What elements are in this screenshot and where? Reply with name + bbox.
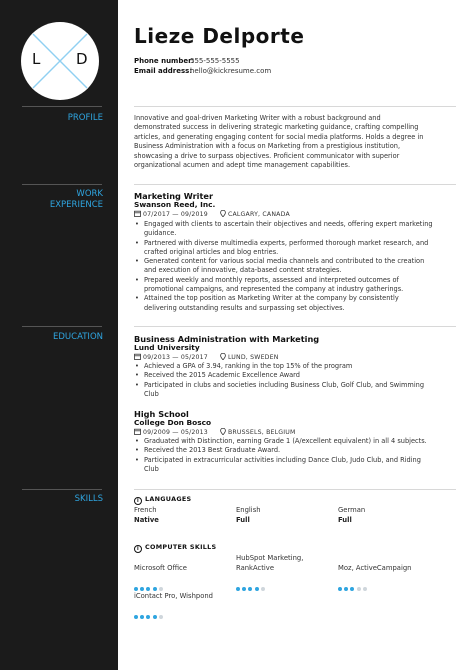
bullet-line: • Achieved a GPA of 3.94, ranking in the top 15% of the program	[144, 362, 353, 370]
list-item	[134, 220, 456, 239]
language-level: Full	[236, 516, 250, 524]
rating-dot-filled	[236, 587, 240, 591]
bullet-line: • Received the 2015 Academic Excellence Award	[144, 371, 300, 380]
profile-line: Business Administration with a focus on Marketing from a prestigious institution,	[134, 142, 401, 151]
bullet-line: • Participated in clubs and societies including Business Club, Golf Club, and Swimming	[144, 380, 425, 389]
sidebar-divider	[22, 184, 102, 185]
info-icon: i	[134, 497, 142, 505]
section-label-skills: SKILLS	[74, 494, 103, 504]
section-label-work	[50, 189, 103, 211]
avatar	[21, 22, 99, 100]
section-label-work-line1: WORK	[76, 189, 103, 199]
bullet-line: promotional campaigns, and represented the company at industry gatherings.	[144, 285, 404, 294]
skill-line: HubSpot Marketing,	[236, 554, 304, 562]
job-title: Marketing Writer	[134, 191, 213, 201]
bullet-line: • Participated in extracurricular activities including Dance Club, Judo Club, and Riding	[144, 455, 421, 464]
main-divider	[134, 106, 456, 107]
edu-school: College Don Bosco	[134, 418, 212, 427]
list-item	[134, 276, 456, 295]
main-divider	[134, 326, 456, 327]
list-item	[134, 362, 456, 371]
list-item	[134, 456, 456, 475]
edu-meta	[134, 428, 296, 436]
skill-name	[338, 563, 411, 573]
edu-location: LUND, SWEDEN	[227, 354, 279, 361]
bullet-line: • Generated content for various social media channels and contributed to the creation	[144, 257, 425, 266]
edu-school: Lund University	[134, 343, 200, 352]
section-label-profile: PROFILE	[67, 113, 103, 123]
skill-rating	[134, 604, 165, 610]
profile-summary	[134, 114, 456, 170]
skill-line: Microsoft Office	[134, 564, 187, 572]
list-item	[134, 239, 456, 258]
section-label-work-line2: EXPERIENCE	[49, 200, 103, 210]
languages-title: LANGUAGES	[145, 495, 192, 503]
edu-location: BRUSSELS, BELGIUM	[227, 429, 296, 436]
language-level: Full	[338, 516, 352, 524]
job-meta	[134, 210, 290, 218]
skill-rating	[338, 576, 369, 582]
edu-degree: High School	[134, 409, 189, 419]
list-item	[134, 371, 456, 380]
rating-dot-filled	[146, 615, 150, 619]
bullet-line: • Partnered with diverse multimedia experts, performed thorough market research, and	[144, 238, 429, 247]
language-name: French	[134, 506, 157, 514]
list-item	[134, 437, 456, 446]
section-label-education: EDUCATION	[53, 332, 103, 342]
location-pin-icon	[220, 428, 226, 435]
job-location: CALGARY, CANADA	[227, 211, 290, 218]
rating-dot-empty	[261, 587, 265, 591]
job-company: Swanson Reed, Inc.	[134, 200, 216, 209]
bullet-line: Club	[144, 464, 159, 473]
location-pin-icon	[220, 353, 226, 360]
email-label: Email address:	[134, 67, 193, 75]
rating-dot-filled	[344, 587, 348, 591]
bullet-line: crafted original articles and blog entries.	[144, 247, 279, 256]
email-value: hello@kickresume.com	[190, 67, 272, 75]
bullet-line: • Prepared weekly and monthly reports, assessed and interpreted outcomes of	[144, 275, 399, 284]
sidebar-divider	[22, 489, 102, 490]
edu-bullet-list	[134, 437, 456, 474]
skill-line: iContact Pro, Wishpond	[134, 592, 214, 600]
phone-value: 555-555-5555	[190, 57, 240, 65]
profile-line: demonstrated success in delivering strategic marketing guidance, crafting compelling	[134, 123, 419, 132]
list-item	[134, 381, 456, 400]
bullet-line: guidance.	[144, 229, 177, 238]
bullet-line: • Received the 2013 Best Graduate Award.	[144, 446, 281, 455]
skill-rating	[236, 576, 267, 582]
email-row	[134, 67, 271, 75]
calendar-icon	[134, 353, 141, 360]
bullet-line: • Engaged with clients to ascertain their objectives and needs, offering expert marketing	[144, 220, 433, 228]
location-pin-icon	[220, 210, 226, 217]
calendar-icon	[134, 428, 141, 435]
sidebar-divider	[22, 106, 102, 107]
phone-label: Phone number:	[134, 57, 195, 65]
skill-name	[236, 553, 303, 573]
profile-line: showcasing a drive to surpass objectives. Proficient communicator with superior	[134, 151, 400, 160]
language-level: Native	[134, 516, 159, 524]
rating-dot-empty	[159, 615, 163, 619]
bullet-line: Club	[144, 389, 159, 398]
profile-line: Innovative and goal-driven Marketing Writer with a robust background and	[134, 114, 381, 122]
edu-degree: Business Administration with Marketing	[134, 334, 320, 344]
list-item	[134, 257, 456, 276]
sidebar-divider	[22, 326, 102, 327]
phone-row	[134, 57, 240, 65]
languages-heading	[134, 495, 191, 505]
skill-rating	[134, 576, 165, 582]
list-item	[134, 446, 456, 455]
bullet-line: and execution of innovative, data-based content strategies.	[144, 266, 342, 275]
edu-dates: 09/2013 — 05/2017	[143, 354, 208, 361]
initial-left: L	[32, 50, 41, 68]
rating-dot-filled	[242, 587, 246, 591]
rating-dot-empty	[357, 587, 361, 591]
bullet-line: • Graduated with Distinction, earning Grade 1 (A/excellent equivalent) in all 4 subjects.	[144, 437, 427, 445]
edu-dates: 09/2009 — 05/2013	[143, 429, 208, 436]
edu-bullet-list	[134, 362, 456, 399]
skill-line: RankActive	[236, 564, 275, 572]
main-divider	[134, 489, 456, 490]
rating-dot-filled	[338, 587, 342, 591]
job-dates: 07/2017 — 09/2019	[143, 211, 208, 218]
rating-dot-filled	[153, 615, 157, 619]
rating-dot-filled	[140, 615, 144, 619]
profile-line: organizational acumen and adept time management capabilities.	[134, 161, 351, 170]
skill-name	[134, 591, 213, 601]
computer-skills-title: COMPUTER SKILLS	[145, 543, 217, 551]
skill-name	[134, 563, 187, 573]
initial-right: D	[76, 50, 88, 68]
info-icon: i	[134, 545, 142, 553]
rating-dot-empty	[363, 587, 367, 591]
candidate-name: Lieze Delporte	[134, 24, 305, 48]
bullet-line: • Attained the top position as Marketing Writer at the company by consistently	[144, 294, 399, 303]
main-divider	[134, 184, 456, 185]
calendar-icon	[134, 210, 141, 217]
rating-dot-filled	[255, 587, 259, 591]
language-name: English	[236, 506, 261, 514]
rating-dot-filled	[350, 587, 354, 591]
bullet-line: delivering outstanding results and surpassing set objectives.	[144, 303, 345, 312]
computer-skills-heading	[134, 543, 216, 553]
language-name: German	[338, 506, 366, 514]
rating-dot-filled	[248, 587, 252, 591]
list-item	[134, 294, 456, 313]
profile-line: articles, and generating engaging content for social media platforms. Holds a degree in	[134, 132, 424, 141]
skill-line: Moz, ActiveCampaign	[338, 564, 412, 572]
job-bullet-list	[134, 220, 456, 313]
edu-meta	[134, 353, 279, 361]
rating-dot-filled	[134, 615, 138, 619]
